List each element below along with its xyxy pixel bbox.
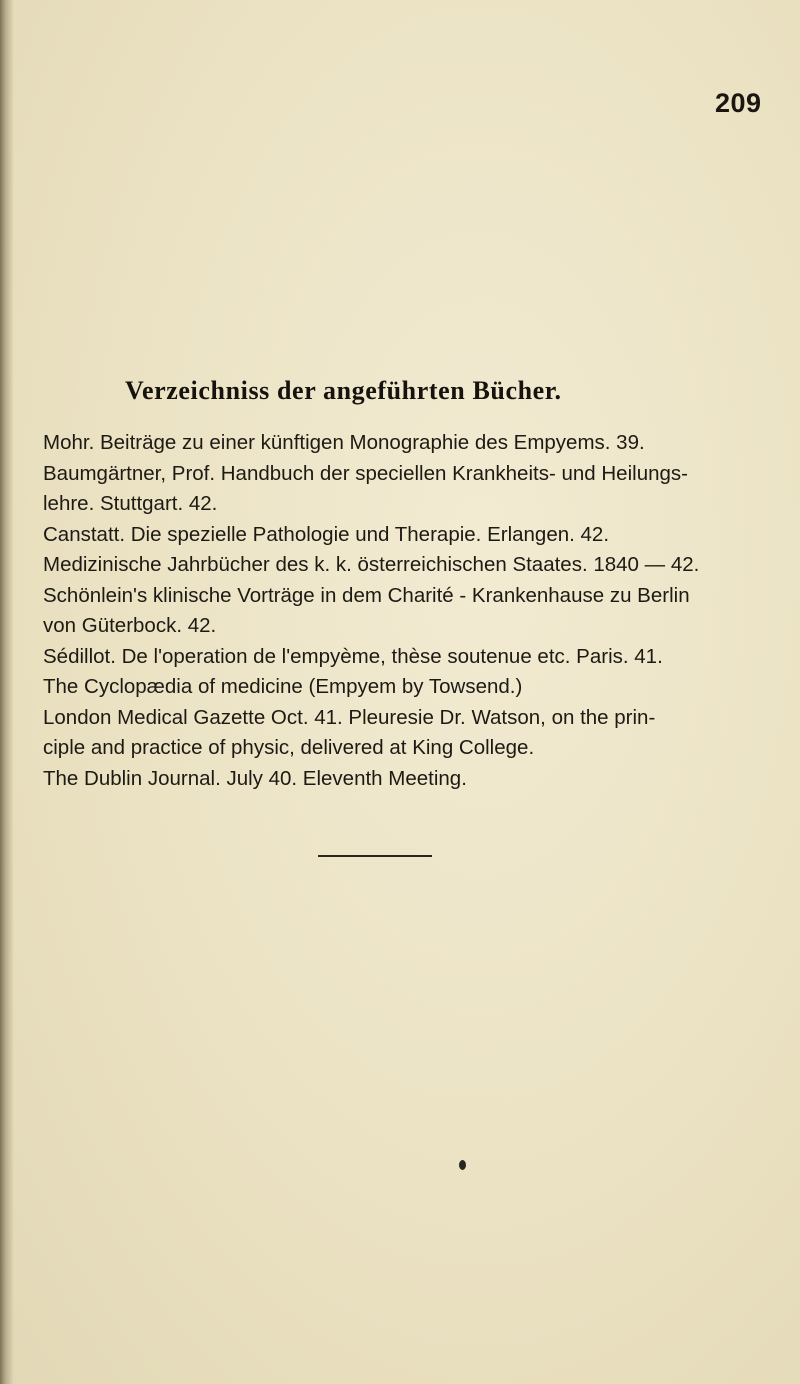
entry-line: Mohr. Beiträge zu einer künftigen Monographie des Empyems. 39. — [43, 431, 645, 454]
list-item — [22, 703, 782, 764]
list-item — [22, 581, 782, 642]
entry-line: The Dublin Journal. July 40. Eleventh Meeting. — [43, 766, 467, 790]
entry-line: Medizinische Jahrbücher des k. k. österreichischen Staates. 1840 — 42. — [43, 553, 700, 576]
ink-spot — [459, 1160, 466, 1170]
entry-line: ciple and practice of physic, delivered at King College. — [43, 736, 535, 759]
section-divider — [318, 855, 432, 857]
page-number: 209 — [715, 88, 762, 118]
entry-line: Baumgärtner, Prof. Handbuch der speciellen Krankheits- und Heilungs- — [43, 461, 688, 485]
list-item — [22, 642, 782, 673]
list-item — [22, 764, 782, 795]
list-item — [22, 672, 782, 703]
entry-line: London Medical Gazette Oct. 41. Pleuresie Dr. Watson, on the prin- — [43, 705, 656, 729]
entry-line: lehre. Stuttgart. 42. — [43, 492, 218, 515]
entry-line: Schönlein's klinische Vorträge in dem Charité - Krankenhause zu Berlin — [43, 583, 690, 607]
list-item — [22, 428, 782, 459]
binding-edge — [0, 0, 14, 1384]
entry-line: The Cyclopædia of medicine (Empyem by Towsend.) — [43, 675, 523, 698]
entry-line: Canstatt. Die spezielle Pathologie und Therapie. Erlangen. 42. — [43, 522, 610, 546]
entry-line: Sédillot. De l'operation de l'empyème, thèse soutenue etc. Paris. 41. — [43, 644, 663, 668]
entry-line: von Güterbock. 42. — [43, 614, 217, 637]
list-item — [22, 459, 782, 520]
page-title: Verzeichniss der angeführten Bücher. — [125, 376, 562, 405]
list-item — [22, 520, 782, 551]
list-item — [22, 550, 782, 581]
bibliography-list — [22, 428, 782, 794]
